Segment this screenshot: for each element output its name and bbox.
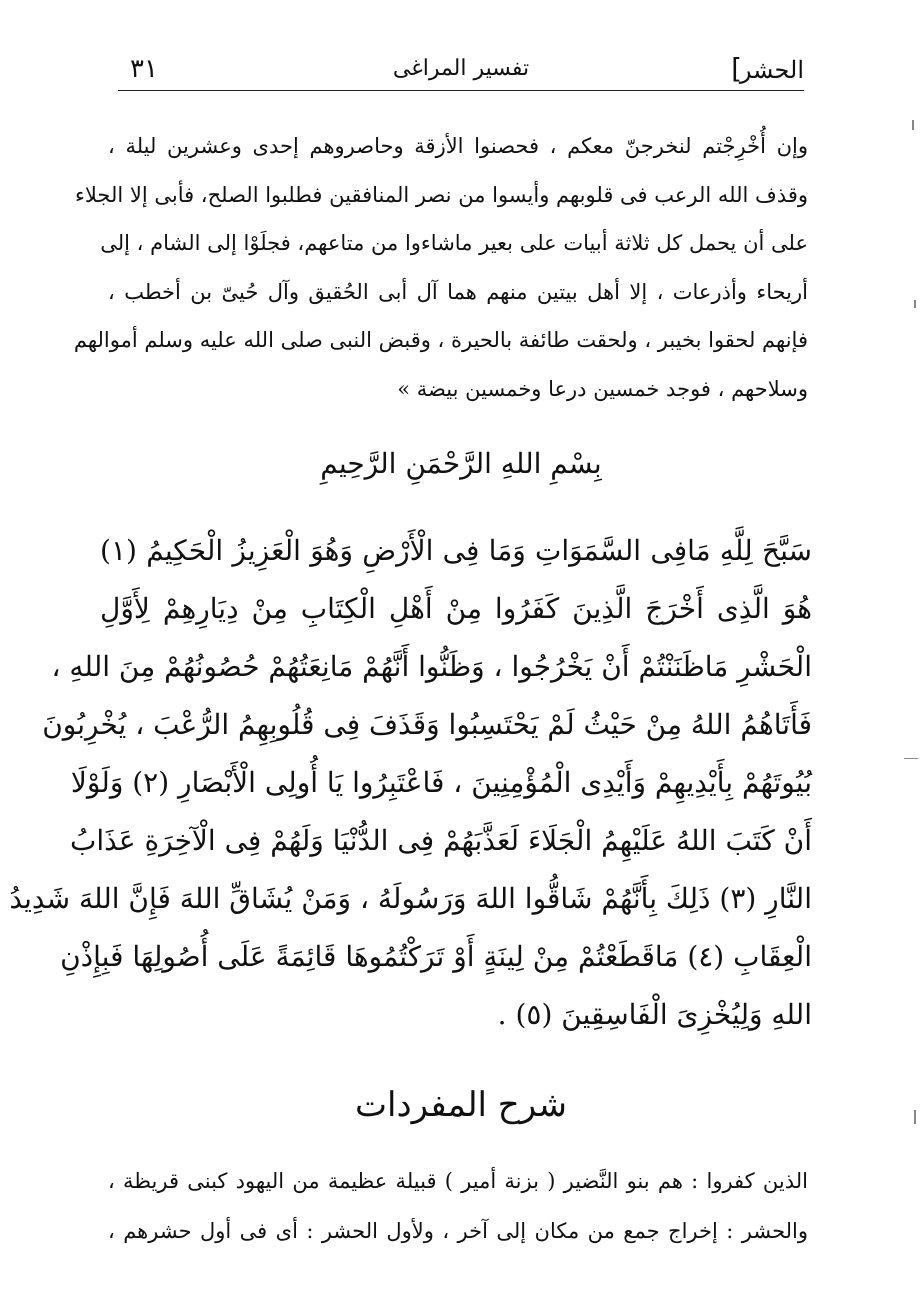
quran-verses [9, 522, 812, 1044]
prose-line: أريحاء وأذرعات ، إلا أهل بيتين منهم هما آل أبى الحُقيق وآل حُيىّ بن أخطب ، [108, 279, 808, 304]
basmala: بِسْمِ اللهِ الرَّحْمَنِ الرَّحِيمِ [320, 447, 602, 480]
glossary [108, 1156, 808, 1256]
prose-line: وقذف الله الرعب فى قلوبهم وأيسوا من نصر المنافقين فطلبوا الصلح، فأبى إلا الجلاء [74, 182, 808, 207]
scan-mark [914, 300, 916, 308]
verse-line: الْعِقَابِ (٤) مَاقَطَعْتُمْ مِنْ لِينَةٍ أَوْ تَرَكْتُمُوهَا قَائِمَةً عَلَى أُصُولِهَا فَبِإِذْنِ [60, 940, 812, 973]
header-bracket: ] [731, 52, 742, 85]
running-header [118, 52, 804, 88]
prose-line: فإنهم لحقوا بخيبر ، ولحقت طائفة بالحيرة ، وقبض النبى صلى الله عليه وسلم أموالهم [73, 328, 808, 352]
prose-line: على أن يحمل كل ثلاثة أبيات على بعير ماشاءوا من متاعهم، فجلَوْا إلى الشام ، إلى [100, 231, 808, 255]
verse-line: النَّارِ (٣) ذَلِكَ بِأَنَّهُمْ شَاقُّوا اللهَ وَرَسُولَهُ ، وَمَنْ يُشَاقِّ اللهَ فَإِنَّ اللهَ شَدِيدُ [9, 882, 812, 915]
verse-line: بُيُوتَهُمْ بِأَيْدِيهِمْ وَأَيْدِى الْمُؤْمِنِينَ ، فَاعْتَبِرُوا يَا أُولِى الْأَبْصَارِ (٢) وَلَوْلَا [70, 766, 812, 799]
scan-mark [914, 1110, 916, 1124]
verse-line: فَأَتَاهُمُ اللهُ مِنْ حَيْثُ لَمْ يَحْتَسِبُوا وَقَذَفَ فِى قُلُوبِهِمُ الرُّعْبَ ، يُخْرِبُونَ [42, 708, 812, 741]
surah-name: الحشر [739, 56, 804, 84]
verse-line: اللهِ وَلِيُخْزِىَ الْفَاسِقِينَ (٥) . [497, 998, 812, 1031]
scan-mark [904, 758, 918, 759]
commentary-paragraph [73, 122, 808, 413]
prose-line: وسلاحهم ، فوجد خمسين درعا وخمسين بيضة » [397, 376, 808, 401]
page-number: ٣١ [130, 54, 158, 84]
section-title: شرح المفردات [354, 1085, 568, 1125]
glossary-line: والحشر : إخراج جمع من مكان إلى آخر ، ولأول الحشر : أى فى أول حشرهم ، [108, 1219, 808, 1243]
header-rule [118, 90, 804, 91]
scan-mark [912, 120, 914, 130]
verse-line: هُوَ الَّذِى أَخْرَجَ الَّذِينَ كَفَرُوا مِنْ أَهْلِ الْكِتَابِ مِنْ دِيَارِهِمْ لِأَوَّلِ [100, 592, 812, 625]
prose-line: وإن أُخْرِجْتم لنخرجنّ معكم ، فحصنوا الأزقة وحاصروهم إحدى وعشرين ليلة ، [108, 134, 808, 158]
verse-line: سَبَّحَ لِلَّهِ مَافِى السَّمَوَاتِ وَمَا فِى الْأَرْضِ وَهُوَ الْعَزِيزُ الْحَكِيمُ (١) [100, 534, 812, 567]
book-title: تفسير المراغى [392, 56, 530, 81]
verse-line: الْحَشْرِ مَاظَنَنْتُمْ أَنْ يَخْرُجُوا ، وَظَنُّوا أَنَّهُمْ مَانِعَتُهُمْ حُصُونُهُمْ مِنَ اللهِ ، [51, 650, 812, 683]
glossary-line: الذين كفروا : هم بنو النَّضير ( بزنة أمير ) قبيلة عظيمة من اليهود كبنى قريظة ، [108, 1169, 808, 1193]
verse-line: أَنْ كَتَبَ اللهُ عَلَيْهِمُ الْجَلَاءَ لَعَذَّبَهُمْ فِى الدُّنْيَا وَلَهُمْ فِى الْآخِرَةِ عَذَابُ [70, 824, 812, 857]
